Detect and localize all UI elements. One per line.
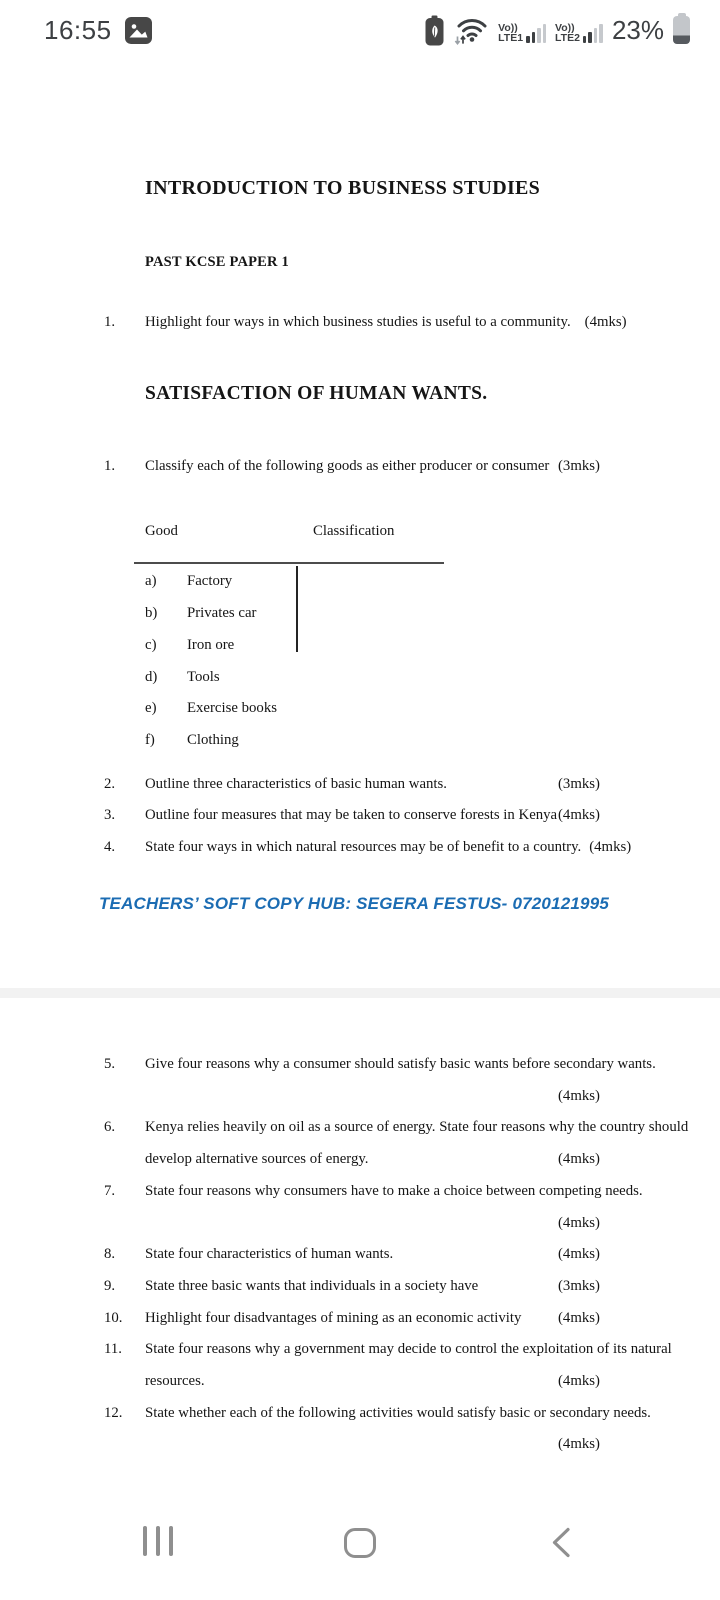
classification-table <box>145 521 465 756</box>
question-text: Classify each of the following goods as either producer or consumer <box>145 457 550 474</box>
question-marks: (4mks) <box>558 1246 600 1263</box>
question-7-marks-line <box>104 1208 660 1240</box>
question-text: Highlight four ways in which business studies is useful to a community. (4mks) <box>145 314 627 330</box>
question-7: 7. State four reasons why consumers have to make a choice between competing needs. <box>104 1182 643 1199</box>
status-bar <box>0 0 720 60</box>
sim1-signal-bars-icon <box>526 24 546 44</box>
document-scroll-area[interactable] <box>0 60 720 1490</box>
question-marks: (4mks) <box>558 807 600 824</box>
table-row: b) Privates car <box>145 605 257 622</box>
question-9: 9. State three basic wants that individuals in a society have (3mks) <box>104 1271 660 1303</box>
gallery-icon <box>125 17 152 44</box>
question-marks: (4mks) <box>558 1087 600 1104</box>
question-6-line-2: develop alternative sources of energy. (4mks) <box>104 1144 660 1176</box>
back-icon <box>548 1526 573 1559</box>
question-marks: (3mks) <box>558 457 600 474</box>
question-marks: (3mks) <box>558 775 600 792</box>
sim2-network-label: LTE2 <box>555 32 580 44</box>
battery-percent: 23% <box>611 14 664 45</box>
page-title: INTRODUCTION TO BUSINESS STUDIES <box>145 177 541 199</box>
table-horizontal-rule <box>134 562 444 564</box>
paper-subtitle: PAST KCSE PAPER 1 <box>145 254 289 270</box>
sim2-status <box>555 23 603 46</box>
document-page-2 <box>0 998 720 1490</box>
question-marks: (3mks) <box>558 1277 600 1294</box>
table-row: c) Iron ore <box>145 636 235 653</box>
question-marks: (4mks) <box>558 1214 600 1231</box>
sim1-network-label: LTE1 <box>498 32 524 44</box>
question-6: 6. Kenya relies heavily on oil as a source of energy. State four reasons why the country should <box>104 1119 689 1136</box>
battery-icon <box>673 16 690 44</box>
table-header-good: Good <box>145 523 178 540</box>
home-button[interactable] <box>344 1528 376 1558</box>
question-5: 5. Give four reasons why a consumer should satisfy basic wants before secondary wants. <box>104 1056 656 1072</box>
question-4: 4. State four ways in which natural resources may be of benefit to a country. (4mks) <box>104 839 632 856</box>
sim2-volte-label: Vo)) <box>555 21 575 34</box>
table-row: a) Factory <box>145 573 233 590</box>
table-row: d) Tools <box>145 668 220 685</box>
question-marks: (4mks) <box>558 1436 600 1453</box>
clock: 16:55 <box>44 14 112 45</box>
home-icon <box>344 1528 376 1558</box>
table-row: f) Clothing <box>145 731 239 748</box>
question-2: 2. Outline three characteristics of basic human wants. (3mks) <box>104 769 660 801</box>
section-heading: SATISFACTION OF HUMAN WANTS. <box>145 382 488 404</box>
question-10: 10. Highlight four disadvantages of mining as an economic activity (4mks) <box>104 1303 660 1335</box>
wifi-icon <box>453 15 489 46</box>
recents-icon <box>143 1526 173 1556</box>
battery-saver-icon <box>425 15 444 46</box>
watermark-text: TEACHERS’ SOFT COPY HUB: SEGERA FESTUS- 0720121995 <box>98 893 610 913</box>
recents-button[interactable] <box>143 1526 173 1556</box>
table-row: e) Exercise books <box>145 700 277 717</box>
question-12: 12. State whether each of the following activities would satisfy basic or secondary needs. <box>104 1404 651 1421</box>
sim2-signal-bars-icon <box>583 24 603 44</box>
android-nav-bar <box>0 1490 720 1600</box>
sim1-volte-label: Vo)) <box>498 21 518 34</box>
question-marks: (4mks) <box>584 314 627 330</box>
question-8: 8. State four characteristics of human wants. (4mks) <box>104 1239 660 1271</box>
question-5-marks-line <box>104 1081 660 1113</box>
question-number: 1. <box>104 457 116 474</box>
page-divider <box>0 988 720 998</box>
question-11: 11. State four reasons why a government may decide to control the exploitation of its natural <box>104 1341 672 1358</box>
question-marks: (4mks) <box>558 1309 600 1326</box>
question-number: 1. <box>104 314 116 330</box>
back-button[interactable] <box>548 1526 573 1559</box>
question-marks: (4mks) <box>558 1151 600 1168</box>
table-header-classification: Classification <box>313 523 395 540</box>
question-12-marks-line <box>104 1429 660 1461</box>
sim1-status <box>498 23 546 46</box>
question-marks: (4mks) <box>558 1373 600 1390</box>
table-vertical-rule <box>296 566 298 652</box>
question-marks: (4mks) <box>589 839 632 856</box>
document-page-1 <box>0 60 720 988</box>
question-11-line-2: resources. (4mks) <box>104 1366 660 1398</box>
question-3: 3. Outline four measures that may be taken to conserve forests in Kenya (4mks) <box>104 800 660 832</box>
question-intro-1 <box>104 307 660 339</box>
question-classify-1 <box>104 451 660 483</box>
